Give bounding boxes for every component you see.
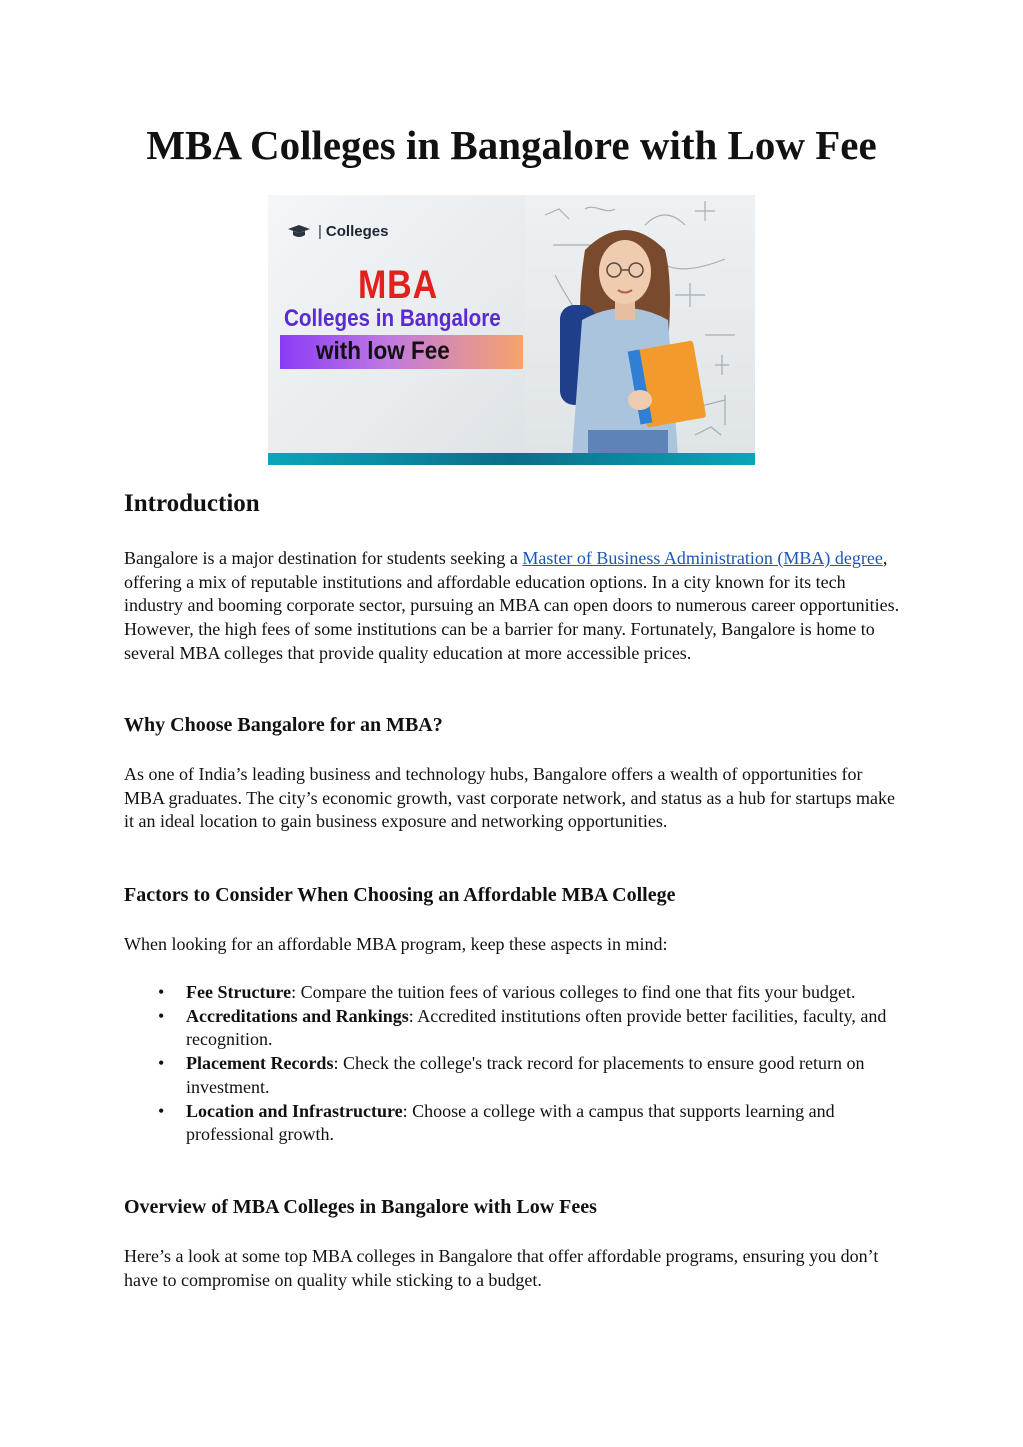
- intro-text-before-link: Bangalore is a major destination for students seeking a: [124, 548, 523, 568]
- intro-text-after-link: , offering a mix of reputable institutions and affordable education options. In a city known for its tech industry and booming corporate sector, pursuing an MBA can open doors to numerous career opportunities. However, the high fees of some institutions can be a barrier for many. Fortunately, Bangalore is home to several MBA colleges that provide quality education at more accessible prices.: [124, 548, 900, 663]
- list-item-text: : Accredited institutions often provide better facilities, faculty, and recognition.: [186, 1005, 887, 1050]
- list-item: [124, 981, 914, 1005]
- why-bangalore-paragraph: As one of India’s leading business and technology hubs, Bangalore offers a wealth of opportunities for MBA graduates. The city’s economic growth, vast corporate network, and status as a hub for startups make it an ideal location to gain business exposure and networking opportunities.: [124, 764, 895, 832]
- list-item-term: Fee Structure: [186, 982, 292, 1002]
- overview-heading: Overview of MBA Colleges in Bangalore with Low Fees: [124, 1196, 597, 1218]
- student-illustration: [530, 210, 720, 455]
- banner-low-fee-strip: [280, 335, 523, 369]
- list-item: [124, 1100, 914, 1147]
- banner-mba-text: MBA: [358, 263, 438, 307]
- list-item-text: : Check the college's track record for placements to ensure good return on investment.: [186, 1053, 865, 1097]
- page-title: MBA Colleges in Bangalore with Low Fee: [146, 122, 877, 168]
- factors-list: [124, 981, 914, 1147]
- bullet-icon: •: [158, 1005, 165, 1026]
- bullet-icon: •: [158, 982, 165, 1002]
- bullet-icon: •: [158, 1053, 165, 1074]
- factors-intro: When looking for an affordable MBA program, keep these aspects in mind:: [124, 934, 668, 954]
- graduation-cap-icon: [288, 225, 310, 239]
- introduction-heading: Introduction: [124, 490, 260, 517]
- brand-logo: [288, 223, 388, 240]
- bullet-icon: •: [158, 1100, 165, 1121]
- list-item: [124, 1005, 914, 1052]
- list-item-text: : Choose a college with a campus that supports learning and professional growth.: [186, 1100, 835, 1145]
- list-item-term: Accreditations and Rankings: [186, 1005, 409, 1026]
- list-item-text: : Compare the tuition fees of various colleges to find one that fits your budget.: [291, 982, 856, 1002]
- banner-low-fee-text: with low Fee: [316, 337, 450, 365]
- brand-name: Colleges: [325, 223, 389, 240]
- list-item-term: Location and Infrastructure: [186, 1100, 403, 1121]
- introduction-paragraph: [124, 547, 904, 666]
- why-bangalore-heading: Why Choose Bangalore for an MBA?: [124, 714, 443, 736]
- brand-separator: |: [318, 223, 322, 240]
- factors-heading: Factors to Consider When Choosing an Affordable MBA College: [124, 884, 676, 906]
- mba-degree-link[interactable]: Master of Business Administration (MBA) degree: [522, 548, 883, 568]
- banner-bottom-strip: [268, 453, 755, 465]
- banner-image: [268, 195, 755, 465]
- banner-colleges-text: Colleges in Bangalore: [284, 305, 501, 332]
- list-item-term: Placement Records: [186, 1053, 334, 1074]
- overview-paragraph: Here’s a look at some top MBA colleges in Bangalore that offer affordable programs, ensuring you don’t have to compromise on quality while sticking to a budget.: [124, 1246, 879, 1290]
- list-item: [124, 1052, 914, 1099]
